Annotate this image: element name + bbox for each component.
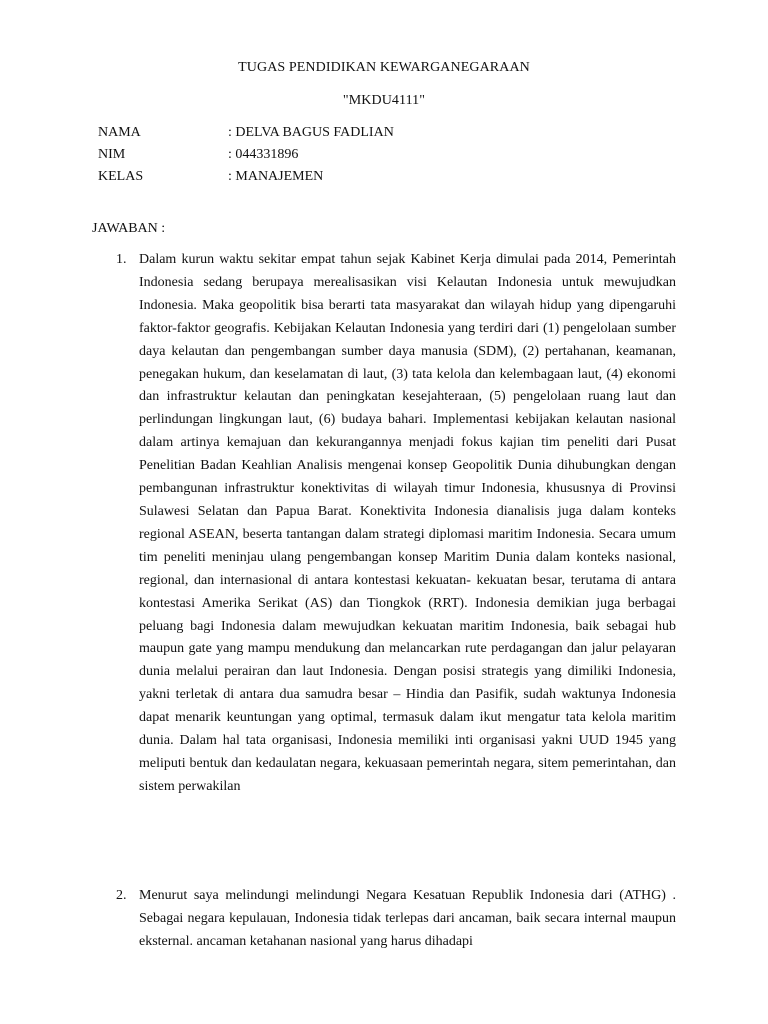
answer-text: Dalam kurun waktu sekitar empat tahun sejak Kabinet Kerja dimulai pada 2014, Pemerintah Indonesia sedang berupaya merealisasikan visi Kelautan Indonesia untuk mewujudkan Indonesia. Maka geopolitik bisa berarti tata masyarakat dan wilayah hidup yang dipengaruhi faktor-faktor geografis. Kebijakan Kelautan Indonesia yang terdiri dari (1) pengelolaan sumber daya kelautan dan pengembangan sumber daya manusia (SDM), (2) pertahanan, keamanan, penegakan hukum, dan keselamatan di laut, (3) tata kelola dan kelembagaan laut, (4) ekonomi dan infrastruktur kelautan dan peningkatan kesejahteraan, (5) pengelolaan ruang laut dan perlindungan lingkungan laut, (6) budaya bahari. Implementasi kebijakan kelautan nasional dalam artinya kemajuan dan kekurangannya menjadi fokus kajian tim peneliti dari Pusat Penelitian Badan Keahlian Analisis mengenai konsep Geopolitik Dunia dihubungkan dengan pembangunan infrastruktur konektivitas di wilayah timur Indonesia, khususnya di Provinsi Sulawesi Selatan dan Papua Barat. Konektivita Indonesia dianalisis juga dalam konteks regional ASEAN, beserta tantangan dalam strategi diplomasi maritim Indonesia. Secara umum tim peneliti meninjau ulang pengembangan konsep Maritim Dunia dalam konteks nasional, regional, dan internasional di antara kontestasi kekuatan- kekuatan besar, terutama di antara kontestasi Amerika Serikat (AS) dan Tiongkok (RRT). Indonesia demikian juga berbagai peluang bagi Indonesia dalam mewujudkan kekuatan maritim Indonesia, baik sebagai hub maupun gate yang mampu mendukung dan melancarkan rute perdagangan dan jalur pelayaran dunia melalui perairan dan laut Indonesia. Dengan posisi strategis yang dimiliki Indonesia, yakni terletak di antara dua samudra besar – Hindia dan Pasifik, sudah waktunya Indonesia dapat menarik keuntungan yang optimal, termasuk dalam ikut mengatur tata kelola maritim dunia. Dalam hal tata organisasi, Indonesia memiliki inti organisasi yakni UUD 1945 yang meliputi bentuk dan kedaulatan negara, kekuasaan pemerintah negara, sitem pemerintahan, dan sistem perwakilan <box>139 252 676 794</box>
answer-text: Menurut saya melindungi melindungi Negara Kesatuan Republik Indonesia dari (ATHG) . Sebagai negara kepulauan, Indonesia tidak terlepas dari ancaman, baik secara internal maupun eksternal. ancaman ketahanan nasional yang harus dihadapi <box>139 888 676 949</box>
info-row-nama <box>98 125 394 141</box>
answer-heading: JAWABAN : <box>92 221 166 236</box>
info-label: KELAS <box>98 169 144 184</box>
info-value: : DELVA BAGUS FADLIAN <box>228 125 394 140</box>
info-row-nim <box>98 147 298 163</box>
answer-number: 2. <box>116 888 127 903</box>
info-label: NAMA <box>98 125 141 140</box>
answer-number: 1. <box>116 252 127 267</box>
info-value: : MANAJEMEN <box>228 169 324 184</box>
answer-item-2 <box>116 885 676 954</box>
info-row-kelas <box>98 169 323 185</box>
course-code: "MKDU4111" <box>342 93 426 108</box>
document-title: TUGAS PENDIDIKAN KEWARGANEGARAAN <box>238 60 530 75</box>
info-value: : 044331896 <box>228 147 299 162</box>
info-label: NIM <box>98 147 126 162</box>
answer-item-1 <box>116 249 676 799</box>
